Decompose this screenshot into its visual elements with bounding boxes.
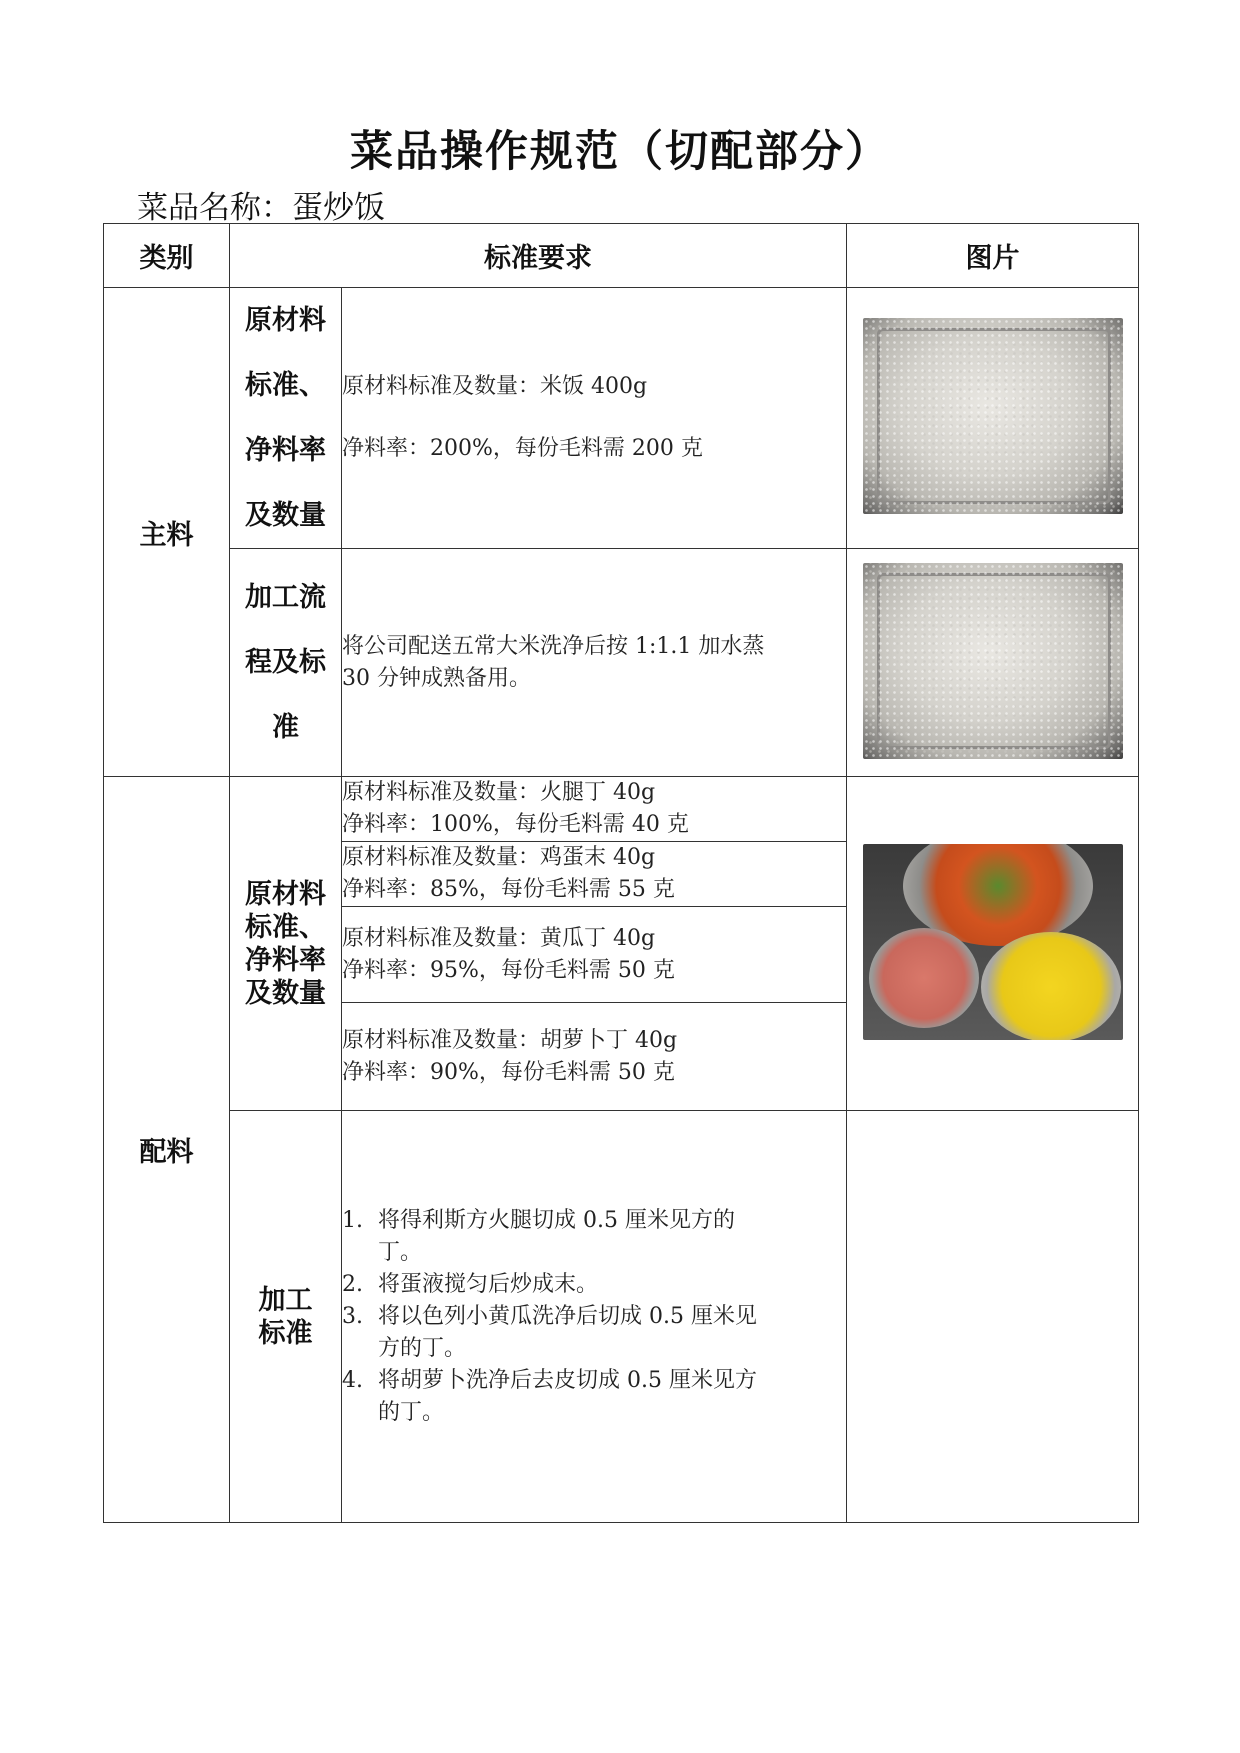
main-raw-row (104, 288, 1139, 549)
step-line1: 将得利斯方火腿切成 0.5 厘米见方的 (378, 1207, 735, 1233)
main-process-row (104, 549, 1139, 777)
step-line2: 方的丁。 (378, 1335, 467, 1361)
header-row (104, 224, 1139, 288)
side-raw-label (230, 777, 342, 1111)
label-line: 标准、 (245, 911, 326, 943)
side-process-steps (342, 1111, 847, 1523)
step-number: 4. (342, 1367, 363, 1393)
step-1 (342, 1205, 846, 1269)
label-line: 原材料 (245, 878, 326, 910)
main-process-text (342, 549, 847, 777)
step-line2: 丁。 (378, 1239, 423, 1265)
side-raw-item-carrot (342, 1003, 847, 1111)
item-line1: 原材料标准及数量：黄瓜丁 40g (342, 925, 656, 951)
egg-bowl (981, 932, 1121, 1040)
label-line: 程及标 (245, 647, 326, 678)
spec-table (103, 223, 1139, 1523)
step-3 (342, 1301, 846, 1365)
label-line: 净料率 (245, 435, 326, 466)
label-line: 标准 (258, 1317, 313, 1349)
main-raw-line2: 净料率：200%，每份毛料需 200 克 (342, 436, 703, 461)
ham-bowl (869, 928, 979, 1028)
item-line2: 净料率：100%，每份毛料需 40 克 (342, 812, 689, 837)
item-line2: 净料率：85%，每份毛料需 55 克 (342, 877, 675, 902)
label-line: 准 (272, 712, 299, 743)
item-line1: 原材料标准及数量：鸡蛋末 40g (342, 845, 656, 870)
category-main: 主料 (104, 288, 230, 777)
label-line: 及数量 (245, 977, 326, 1009)
rice-photo (863, 563, 1123, 759)
header-picture: 图片 (847, 224, 1139, 288)
step-number: 2. (342, 1271, 363, 1297)
step-number: 1. (342, 1207, 363, 1233)
side-raw-item-ham (342, 777, 847, 842)
label-line: 加工流 (245, 582, 326, 613)
step-4 (342, 1365, 846, 1429)
step-line1: 将胡萝卜洗净后去皮切成 0.5 厘米见方 (378, 1367, 757, 1393)
label-line: 标准、 (245, 370, 326, 401)
side-raw-image-cell (847, 777, 1139, 1111)
side-process-row (104, 1111, 1139, 1523)
main-process-label (230, 549, 342, 777)
dish-name-label: 菜品名称： (137, 190, 292, 226)
main-raw-line1: 原材料标准及数量：米饭 400g (342, 374, 648, 399)
item-line2: 净料率：90%，每份毛料需 50 克 (342, 1059, 675, 1085)
step-line1: 将以色列小黄瓜洗净后切成 0.5 厘米见 (378, 1303, 757, 1329)
header-standard: 标准要求 (230, 224, 847, 288)
item-line2: 净料率：95%，每份毛料需 50 克 (342, 957, 675, 983)
main-raw-image-cell (847, 288, 1139, 549)
side-process-label (230, 1111, 342, 1523)
side-raw-item-egg (342, 842, 847, 907)
main-process-line2: 30 分钟成熟备用。 (342, 665, 531, 691)
step-line1: 将蛋液搅匀后炒成末。 (378, 1271, 599, 1297)
document-title: 菜品操作规范（切配部分） (350, 127, 890, 177)
main-raw-text (342, 288, 847, 549)
step-2 (342, 1269, 846, 1301)
main-process-image-cell (847, 549, 1139, 777)
ingredients-photo (863, 844, 1123, 1040)
dish-name-line (137, 182, 385, 227)
side-raw-row-1 (104, 777, 1139, 842)
label-line: 净料率 (245, 944, 326, 976)
step-line2: 的丁。 (378, 1399, 445, 1425)
side-process-image-cell (847, 1111, 1139, 1523)
label-line: 及数量 (245, 500, 326, 531)
main-process-line1: 将公司配送五常大米洗净后按 1:1.1 加水蒸 (342, 633, 765, 659)
step-number: 3. (342, 1303, 363, 1329)
category-side: 配料 (104, 777, 230, 1523)
item-line1: 原材料标准及数量：火腿丁 40g (342, 780, 656, 805)
header-category: 类别 (104, 224, 230, 288)
main-raw-label (230, 288, 342, 549)
dish-name-value: 蛋炒饭 (292, 190, 385, 226)
label-line: 原材料 (245, 305, 326, 336)
label-line: 加工 (258, 1284, 313, 1316)
side-raw-item-cucumber (342, 907, 847, 1003)
rice-photo (863, 318, 1123, 514)
item-line1: 原材料标准及数量：胡萝卜丁 40g (342, 1027, 678, 1053)
